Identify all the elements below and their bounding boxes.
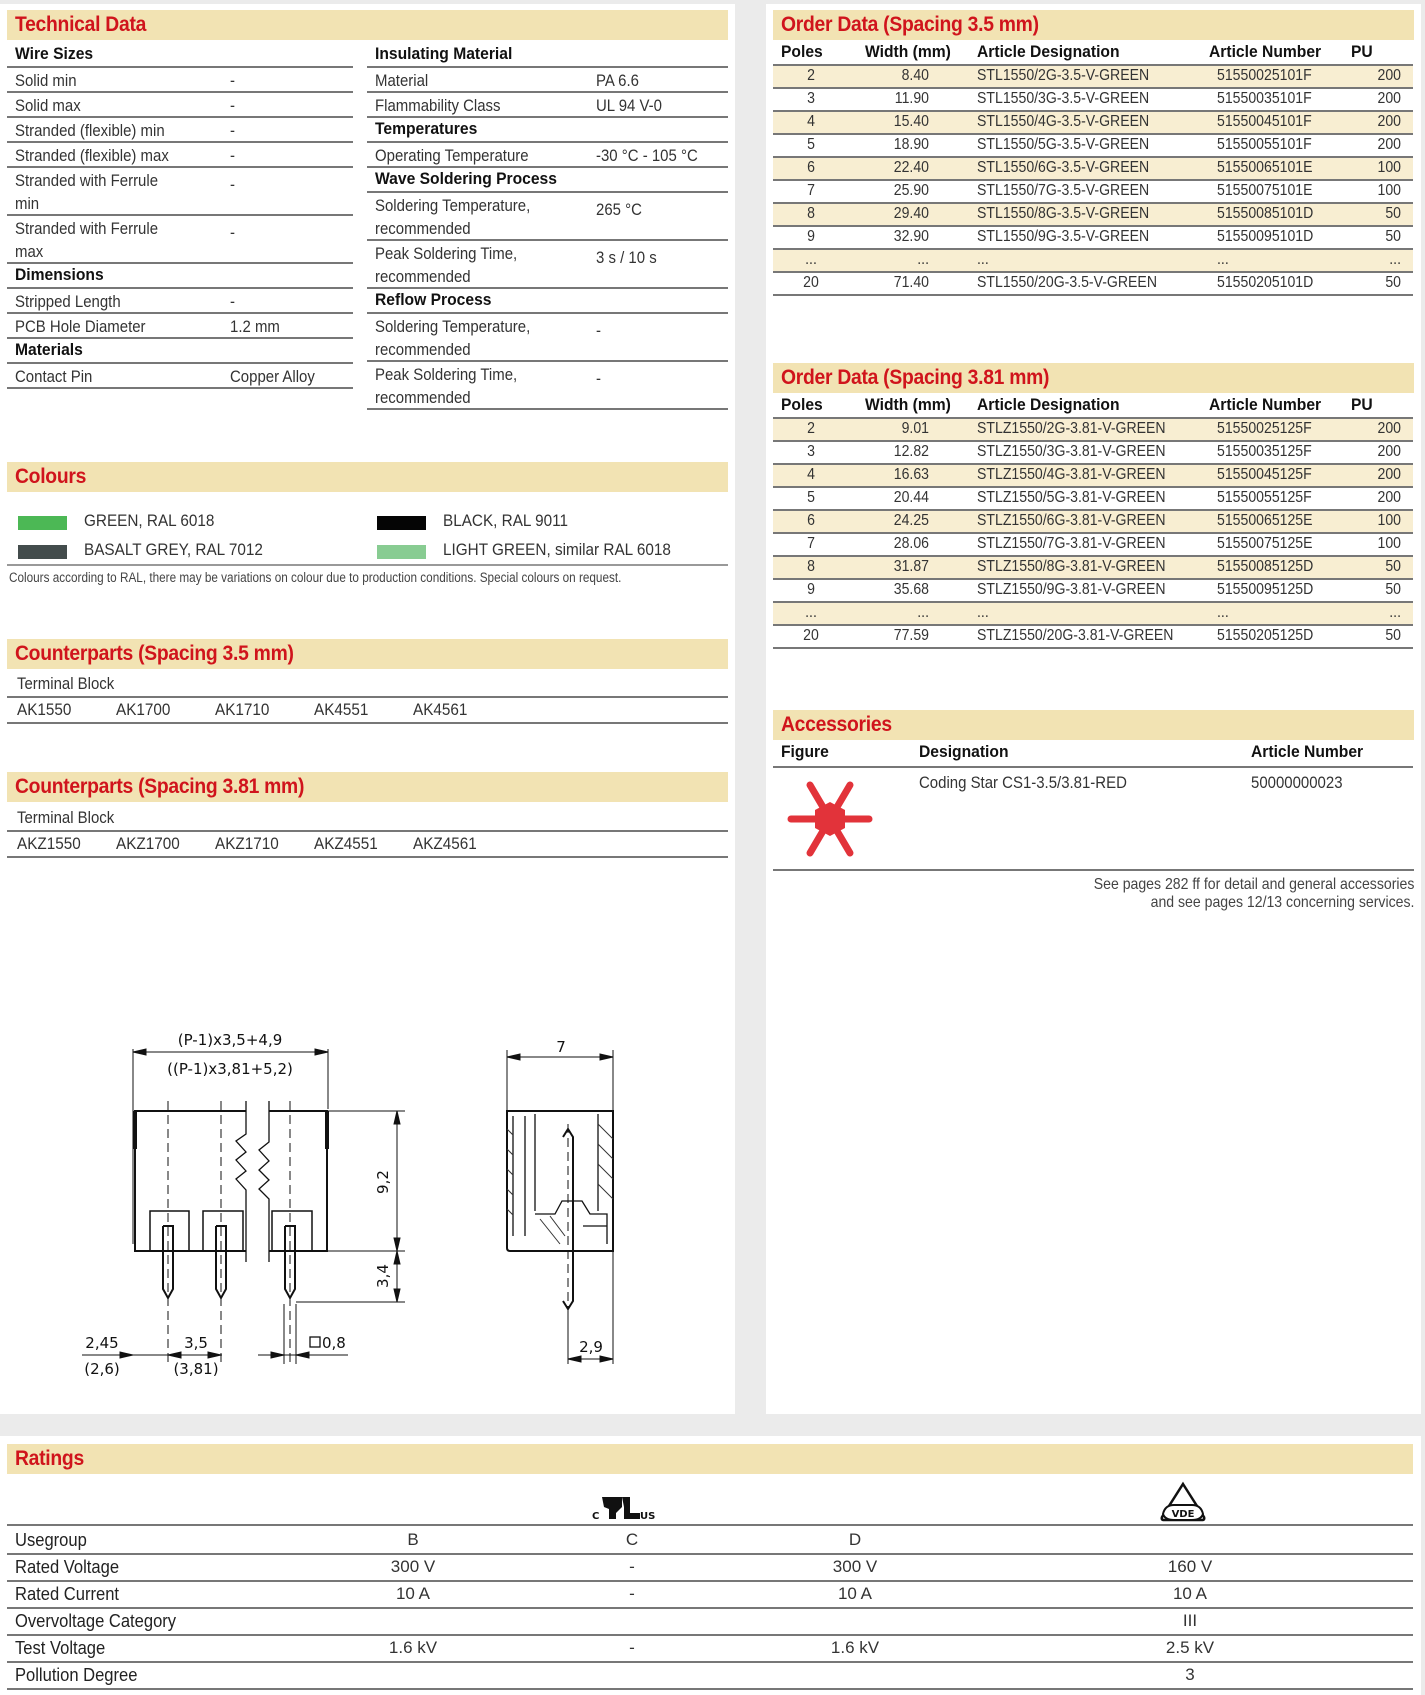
counterpart-item: AK1710 [215,700,270,719]
tech-row-label: PCB Hole Diameter [15,317,146,336]
accessory-article-number: 50000000023 [1251,773,1343,792]
ratings-row-label: Overvoltage Category [15,1611,177,1631]
accessories-title: Accessories [781,713,892,736]
pu-cell: 100 [1377,512,1401,529]
side-view-drawing [507,1050,613,1364]
ratings-row [7,1555,1413,1582]
poles-cell: 5 [807,136,815,153]
ratings-value: 160 V [1167,1557,1213,1576]
pu-cell: 200 [1377,443,1401,460]
ratings-value: 300 V [832,1557,878,1576]
designation-cell: STL1550/4G-3.5-V-GREEN [977,113,1150,130]
poles-cell: 20 [803,627,819,644]
tech-row-label: Stranded with Ferrule [15,171,159,190]
order-table-row [773,580,1413,603]
poles-cell: 4 [807,113,815,130]
ratings-row [7,1528,1413,1555]
order-table-row [773,488,1413,511]
ratings-value: 10 A [837,1584,873,1603]
poles-cell: 9 [807,228,815,245]
article-number-cell: 51550035101F [1217,90,1312,107]
tech-row-label: Peak Soldering Time, [375,244,518,263]
width-cell: 12.82 [893,443,929,460]
tech-row-label: recommended [375,388,471,407]
order-column-header: Article Number [1209,395,1322,414]
tech-row-label: recommended [375,267,471,286]
ratings-logo-row [7,1476,1413,1526]
designation-cell: STLZ1550/6G-3.81-V-GREEN [977,512,1166,529]
poles-cell: 5 [807,489,815,506]
ratings-value: C [625,1530,639,1549]
article-number-cell: 51550085101D [1217,205,1314,222]
designation-cell: STL1550/5G-3.5-V-GREEN [977,136,1150,153]
left-panel [0,4,735,1414]
order-table-row [773,89,1413,112]
tech-row-value: - [230,146,235,165]
technical-drawing [0,4,735,1414]
designation-cell: STL1550/2G-3.5-V-GREEN [977,67,1150,84]
order-table-row [773,112,1413,135]
side-view-dimensions [556,1038,603,1356]
width-cell: 28.06 [893,535,929,552]
order-table-row [773,465,1413,488]
accessories-header-row [773,741,1413,768]
accessories-row [773,768,1414,871]
article-number-cell: ... [1217,251,1229,268]
tech-row-value: UL 94 V-0 [596,96,662,115]
pu-cell: 100 [1377,159,1401,176]
accessories-header [773,710,1414,740]
accessories-note [1050,876,1414,912]
ratings-row [7,1582,1413,1609]
article-number-cell: 51550075101E [1217,182,1313,199]
poles-cell: 7 [807,535,815,552]
pu-cell: 50 [1385,228,1401,245]
width-cell: 16.63 [893,466,929,483]
tech-group-heading: Wire Sizes [15,44,94,63]
ratings-title: Ratings [15,1447,84,1470]
counterpart-item: AKZ4561 [413,834,477,853]
poles-cell: 8 [807,205,815,222]
width-cell: ... [917,251,929,268]
width-cell: 32.90 [893,228,929,245]
vde-logo-icon [1157,1481,1209,1523]
tech-row-label: Solid max [15,96,81,115]
pu-cell: 200 [1377,136,1401,153]
article-number-cell: 51550095125D [1217,581,1314,598]
counterpart-item: AK4551 [314,700,369,719]
designation-cell: STL1550/7G-3.5-V-GREEN [977,182,1150,199]
tech-row-value: - [230,175,235,194]
front-view-drawing [82,1049,405,1364]
order-column-header: Width (mm) [865,395,951,414]
counterpart-item: AKZ1710 [215,834,279,853]
colour-label: GREEN, RAL 6018 [84,511,215,530]
poles-cell: 9 [807,581,815,598]
width-cell: 71.40 [893,274,929,291]
tech-row-value: 1.2 mm [230,317,280,336]
tech-row-value: PA 6.6 [596,71,639,90]
width-cell: 31.87 [893,558,929,575]
designation-cell: STLZ1550/3G-3.81-V-GREEN [977,443,1166,460]
designation-cell: STL1550/9G-3.5-V-GREEN [977,228,1150,245]
width-cell: 11.90 [894,90,929,107]
pu-cell: 200 [1377,466,1401,483]
width-cell: 8.40 [901,67,929,84]
width-cell: 29.40 [893,205,929,222]
ratings-value: 1.6 kV [388,1638,438,1657]
ratings-value: B [407,1530,419,1549]
ratings-value: 10 A [1172,1584,1208,1603]
article-number-cell: 51550205101D [1217,274,1314,291]
pu-cell: 200 [1377,420,1401,437]
tech-row-value: 3 s / 10 s [596,248,657,267]
tech-row-label: Operating Temperature [375,146,529,165]
accessories-col-article-number: Article Number [1251,742,1364,761]
width-cell: 15.40 [893,113,929,130]
order-table-row [773,603,1413,626]
svg-text:VDE: VDE [1171,1509,1195,1520]
counterpart-item: AK4561 [413,700,468,719]
order-column-header: Article Designation [977,395,1120,414]
order-table-row [773,204,1413,227]
order-table-header [773,394,1413,419]
ratings-value: - [629,1584,635,1603]
order-column-header: PU [1351,395,1373,414]
pu-cell: 50 [1385,627,1401,644]
article-number-cell: 51550055125F [1217,489,1312,506]
poles-cell: 6 [807,512,815,529]
accessory-designation: Coding Star CS1-3.5/3.81-RED [919,773,1127,792]
pu-cell: 100 [1377,535,1401,552]
order-table-header [773,41,1413,66]
dim-width-formula: (P-1)x3,5+4,9 [177,1031,283,1049]
ratings-value: - [629,1557,635,1576]
tech-row-value: - [596,369,601,388]
width-cell: 20.44 [893,489,929,506]
order-column-header: Width (mm) [865,42,951,61]
order-table-row [773,227,1413,250]
designation-cell: STL1550/20G-3.5-V-GREEN [977,274,1158,291]
article-number-cell: 51550085125D [1217,558,1314,575]
poles-cell: 2 [807,420,815,437]
order-column-header: Article Number [1209,42,1322,61]
accessories-note-line-1: See pages 282 ff for detail and general accessories [1093,876,1414,893]
tech-row-label: Flammability Class [375,96,501,115]
accessories-col-designation: Designation [919,742,1009,761]
tech-group-heading: Materials [15,340,83,359]
order-table-row [773,66,1413,89]
ratings-header [7,1444,1413,1474]
designation-cell: STLZ1550/2G-3.81-V-GREEN [977,420,1166,437]
accessories-note-line-2: and see pages 12/13 concerning services. [1150,894,1414,911]
dim-depth: 7 [556,1038,566,1056]
svg-text:C: C [592,1511,600,1521]
dim-edge-offset-alt: (2,6) [84,1360,120,1378]
order-column-header: Poles [781,395,823,414]
ratings-row-label: Test Voltage [15,1638,106,1658]
dim-body-height: 9,2 [374,1170,392,1194]
tech-group-heading: Dimensions [15,265,104,284]
poles-cell: 3 [807,443,815,460]
colours-title: Colours [15,465,87,488]
poles-cell: 20 [803,274,819,291]
tech-row-label: Contact Pin [15,367,93,386]
pu-cell: 200 [1377,489,1401,506]
article-number-cell: 51550065101E [1217,159,1313,176]
width-cell: 22.40 [893,159,929,176]
counterpart-item: AKZ4551 [314,834,378,853]
poles-cell: 2 [807,67,815,84]
order-table-row [773,442,1413,465]
pu-cell: 50 [1385,581,1401,598]
tech-row-label: Stranded (flexible) min [15,121,165,140]
width-cell: 18.90 [893,136,929,153]
tech-row-label: Stranded with Ferrule [15,219,159,238]
article-number-cell: 51550045101F [1217,113,1312,130]
tech-row-label: recommended [375,219,471,238]
order-table-row [773,626,1413,649]
ratings-value: 300 V [390,1557,436,1576]
counterparts-381-label: Terminal Block [17,808,115,827]
designation-cell: ... [977,604,989,621]
pu-cell: 200 [1377,67,1401,84]
dim-width-formula-alt: ((P-1)x3,81+5,2) [167,1060,293,1078]
designation-cell: STLZ1550/20G-3.81-V-GREEN [977,627,1174,644]
pu-cell: 200 [1377,90,1401,107]
order-table-row [773,181,1413,204]
ratings-value: 3 [1185,1665,1195,1684]
pu-cell: 100 [1377,182,1401,199]
designation-cell: STLZ1550/4G-3.81-V-GREEN [977,466,1166,483]
designation-cell: STL1550/3G-3.5-V-GREEN [977,90,1150,107]
tech-row-label: Solid min [15,71,77,90]
pu-cell: 200 [1377,113,1401,130]
colour-label: LIGHT GREEN, similar RAL 6018 [443,540,671,559]
width-cell: 9.01 [901,420,929,437]
pu-cell: 50 [1385,558,1401,575]
order-table-row [773,158,1413,181]
colour-label: BLACK, RAL 9011 [443,511,569,530]
designation-cell: STLZ1550/8G-3.81-V-GREEN [977,558,1166,575]
accessories-col-figure: Figure [781,742,829,761]
dim-pitch: 3,5 [184,1334,208,1352]
article-number-cell: 51550055101F [1217,136,1312,153]
ratings-value: 10 A [395,1584,431,1603]
poles-cell: 4 [807,466,815,483]
designation-cell: STL1550/6G-3.5-V-GREEN [977,159,1150,176]
width-cell: 25.90 [893,182,929,199]
order-column-header: Poles [781,42,823,61]
tech-row-value: - [596,321,601,340]
ratings-value: D [848,1530,862,1549]
order-381-title: Order Data (Spacing 3.81 mm) [781,366,1050,389]
dim-pin-size: 0,8 [322,1334,346,1352]
tech-row-label: Soldering Temperature, [375,196,531,215]
pu-cell: ... [1389,604,1401,621]
dim-pin-offset: 2,9 [579,1338,603,1356]
tech-row-label: Stripped Length [15,292,121,311]
cul-us-logo-icon [592,1493,662,1521]
order-column-header: Article Designation [977,42,1120,61]
poles-cell: 8 [807,558,815,575]
order-table-row [773,419,1413,442]
pu-cell: ... [1389,251,1401,268]
tech-row-value: Copper Alloy [230,367,315,386]
tech-row-value: -30 °C - 105 °C [596,146,698,165]
colours-note: Colours according to RAL, there may be variations on colour due to production conditions. Special colours on request. [9,570,622,585]
poles-cell: ... [805,251,817,268]
counterpart-item: AK1550 [17,700,72,719]
article-number-cell: 51550065125E [1217,512,1313,529]
dim-edge-offset: 2,45 [85,1334,119,1352]
dim-pitch-alt: (3,81) [173,1360,219,1378]
tech-row-label: min [15,194,40,213]
article-number-cell: 51550025101F [1217,67,1312,84]
ratings-row [7,1609,1413,1636]
article-number-cell: 51550045125F [1217,466,1312,483]
ratings-row-label: Pollution Degree [15,1665,138,1685]
order-table-row [773,511,1413,534]
ratings-row-label: Rated Voltage [15,1557,120,1577]
counterparts-35-label: Terminal Block [17,674,115,693]
ratings-value: III [1182,1611,1198,1630]
tech-group-heading: Reflow Process [375,290,492,309]
dim-pin-length: 3,4 [374,1264,392,1288]
ratings-panel [0,1436,1421,1695]
order-35-header [773,10,1414,40]
ratings-row [7,1636,1413,1663]
ratings-row-label: Usegroup [15,1530,87,1550]
ratings-row [7,1663,1413,1690]
front-view-dimensions [84,1031,392,1378]
tech-row-value: - [230,121,235,140]
poles-cell: 6 [807,159,815,176]
tech-row-label: max [15,242,44,261]
article-number-cell: 51550075125E [1217,535,1313,552]
order-381-header [773,363,1414,393]
poles-cell: 3 [807,90,815,107]
ratings-value: - [629,1638,635,1657]
pu-cell: 50 [1385,205,1401,222]
counterpart-item: AKZ1700 [116,834,180,853]
technical-data-title: Technical Data [15,13,147,36]
width-cell: 77.59 [893,627,929,644]
poles-cell: 7 [807,182,815,199]
counterparts-381-title: Counterparts (Spacing 3.81 mm) [15,775,305,798]
width-cell: 35.68 [893,581,929,598]
tech-row-label: Stranded (flexible) max [15,146,169,165]
counterpart-item: AK1700 [116,700,171,719]
ratings-value: 1.6 kV [830,1638,880,1657]
tech-row-label: Peak Soldering Time, [375,365,518,384]
tech-row-value: - [230,292,235,311]
order-column-header: PU [1351,42,1373,61]
designation-cell: STLZ1550/9G-3.81-V-GREEN [977,581,1166,598]
tech-row-label: Material [375,71,429,90]
article-number-cell: 51550095101D [1217,228,1314,245]
designation-cell: ... [977,251,989,268]
tech-row-label: Soldering Temperature, [375,317,531,336]
tech-row-value: - [230,223,235,242]
tech-group-heading: Temperatures [375,119,478,138]
article-number-cell: 51550025125F [1217,420,1312,437]
article-number-cell: 51550035125F [1217,443,1312,460]
designation-cell: STLZ1550/5G-3.81-V-GREEN [977,489,1166,506]
ratings-row-label: Rated Current [15,1584,120,1604]
tech-group-heading: Wave Soldering Process [375,169,557,188]
order-table-row [773,534,1413,557]
order-table-row [773,250,1413,273]
order-table-row [773,273,1413,296]
tech-row-value: - [230,96,235,115]
width-cell: 24.25 [893,512,929,529]
designation-cell: STL1550/8G-3.5-V-GREEN [977,205,1150,222]
poles-cell: ... [805,604,817,621]
tech-row-value: - [230,71,235,90]
designation-cell: STLZ1550/7G-3.81-V-GREEN [977,535,1166,552]
colour-label: BASALT GREY, RAL 7012 [84,540,263,559]
article-number-cell: ... [1217,604,1229,621]
pu-cell: 50 [1385,274,1401,291]
coding-star-icon [785,776,875,862]
order-table-row [773,557,1413,580]
tech-row-value: 265 °C [596,200,642,219]
svg-text:US: US [640,1511,656,1521]
order-table-row [773,135,1413,158]
width-cell: ... [917,604,929,621]
article-number-cell: 51550205125D [1217,627,1314,644]
counterparts-35-title: Counterparts (Spacing 3.5 mm) [15,642,294,665]
ratings-value: 2.5 kV [1165,1638,1215,1657]
tech-group-heading: Insulating Material [375,44,513,63]
counterpart-item: AKZ1550 [17,834,81,853]
right-panel [766,4,1421,1414]
tech-row-label: recommended [375,340,471,359]
order-35-title: Order Data (Spacing 3.5 mm) [781,13,1039,36]
